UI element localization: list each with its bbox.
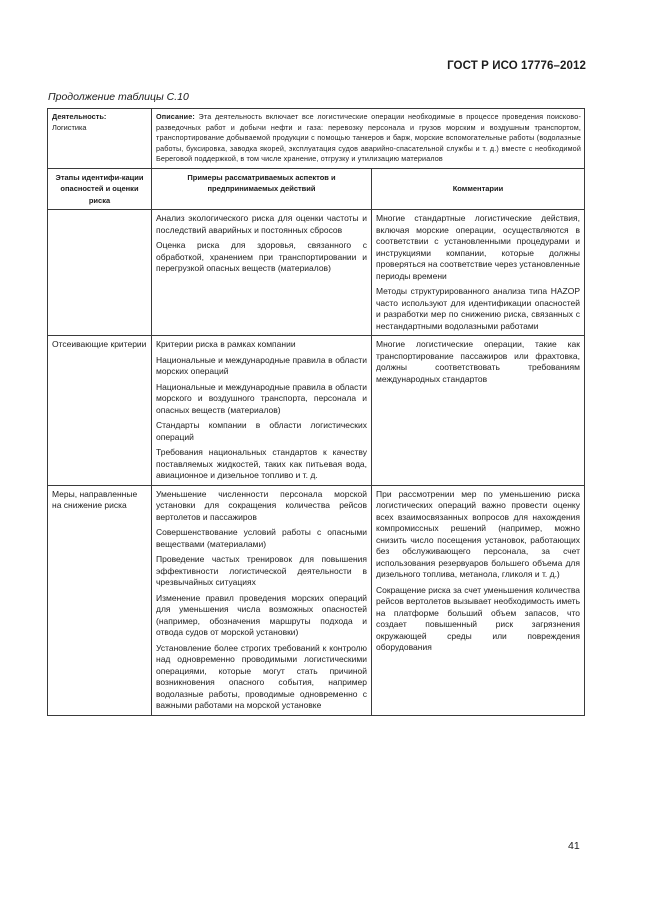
example-item: Национальные и международные правила в области морского и воздушного транспорта, персонала и опасных веществ (материалов): [156, 381, 367, 415]
example-item: Установление более строгих требований к контролю над одновременно проводимыми логистическими операциями, которые могут стать причиной возникновения опасного события, например водолазные работы, проводимые одновременно с важными работами на морской установке: [156, 642, 367, 711]
comment-item: Многие стандартные логистические действия, включая морские операции, осуществляются в соответствии с установленными процедурами и инструкциями компании, которые должны проверяться на соответствие через установленные периоды времени: [376, 213, 580, 281]
description-cell: [152, 109, 585, 169]
standard-designation: ГОСТ Р ИСО 17776–2012: [447, 60, 586, 72]
column-header-examples: Примеры рассматриваемых аспектов и предпринимаемых действий: [152, 168, 372, 210]
activity-value: Логистика: [52, 122, 87, 132]
example-item: Совершенствование условий работы с опасными веществами (материалами): [156, 527, 367, 549]
example-item: Анализ экологического риска для оценки частоты и последствий аварийных и постоянных сбросов: [156, 213, 367, 235]
page-number: 41: [568, 840, 580, 852]
example-item: Национальные и международные правила в области морских операций: [156, 354, 367, 377]
description-label: Описание:: [156, 112, 195, 121]
hazard-table: [47, 108, 585, 716]
comments-cell: [372, 210, 585, 336]
example-item: Критерии риска в рамках компании: [156, 339, 296, 350]
example-item: Изменение правил проведения морских операций для уменьшения числа возможных опасностей (например, обозначения маршруты подхода и отвода судов от морской установки): [156, 592, 367, 638]
example-item: Требования национальных стандартов к качеству поставляемых жидкостей, таких как питьевая вода, авиационное и дизельное топливо и т. д.: [156, 447, 367, 481]
example-item: Оценка риска для здоровья, связанного с обработкой, хранением при транспортировании и перегрузкой опасных веществ (материалов): [156, 240, 367, 274]
examples-cell: [152, 336, 372, 486]
comment-item: Сокращение риска за счет уменьшения количества рейсов вертолетов вызывает необходимость иметь на платформе больший объем запасов, что создает повышенный риск загрязнения окружающей среды или повреждения оборудования: [376, 584, 580, 653]
stage-cell: [48, 210, 152, 336]
description-text: Эта деятельность включает все логистические операции необходимые в процессе проведения поисково-разведочных работ и добычи нефти и газа: перевозку персонала и грузов морским и воздушным транспортом, транспортирование добываемой продукции с помощью танкеров и барж, морские вспомогательные работы (водолазные работы, буксировка, заводка якорей, эксплуатация судов аварийно-спасательной службы и т. д.) вместе с необходимой Береговой поддержкой, в том числе хранение, отгрузку и утилизацию материалов: [156, 112, 581, 164]
table-continuation-caption: Продолжение таблицы С.10: [48, 91, 189, 103]
comment-item: При рассмотрении мер по уменьшению риска логистических операций важно провести оценку всех взаимосвязанных вопросов для нахождения компромиссных решений (например, можно снизить число посещения установок, работающих без обслуживающего персонала, за счет использования резервуаров большего объема для дизельного топлива, метанола, гликоля и т. д.): [376, 488, 580, 580]
activity-label: Деятельность:: [52, 112, 107, 121]
example-item: Уменьшение численности персонала морской установки для сокращения количества рейсов вертолетов и пассажиров: [156, 488, 367, 522]
comments-cell: [372, 336, 585, 486]
column-header-comments: Комментарии: [372, 168, 585, 210]
table-row: [48, 336, 585, 486]
comments-cell: [372, 485, 585, 715]
example-item: Проведение частых тренировок для повышения эффективности логистической деятельности в чрезвычайных ситуациях: [156, 554, 367, 588]
activity-row: [48, 109, 585, 169]
comment-item: Многие логистические операции, такие как транспортирование пассажиров или фрахтовка, должны соответствовать требованиям международных стандартов: [376, 339, 580, 384]
stage-cell: Меры, направленные на снижение риска: [48, 485, 152, 715]
examples-cell: [152, 210, 372, 336]
table-row: [48, 485, 585, 715]
table-row: [48, 210, 585, 336]
stage-cell: Отсеивающие критерии: [48, 336, 152, 486]
examples-cell: [152, 485, 372, 715]
column-header-stages: Этапы идентифи-кации опасностей и оценки риска: [48, 168, 152, 210]
example-item: Стандарты компании в области логистических операций: [156, 420, 367, 442]
activity-cell: [48, 109, 152, 169]
column-header-row: [48, 168, 585, 210]
comment-item: Методы структурированного анализа типа HAZOP часто используют для идентификации опасностей и разработки мер по снижению риска, связанных с нестандартными водолазными работами: [376, 286, 580, 331]
